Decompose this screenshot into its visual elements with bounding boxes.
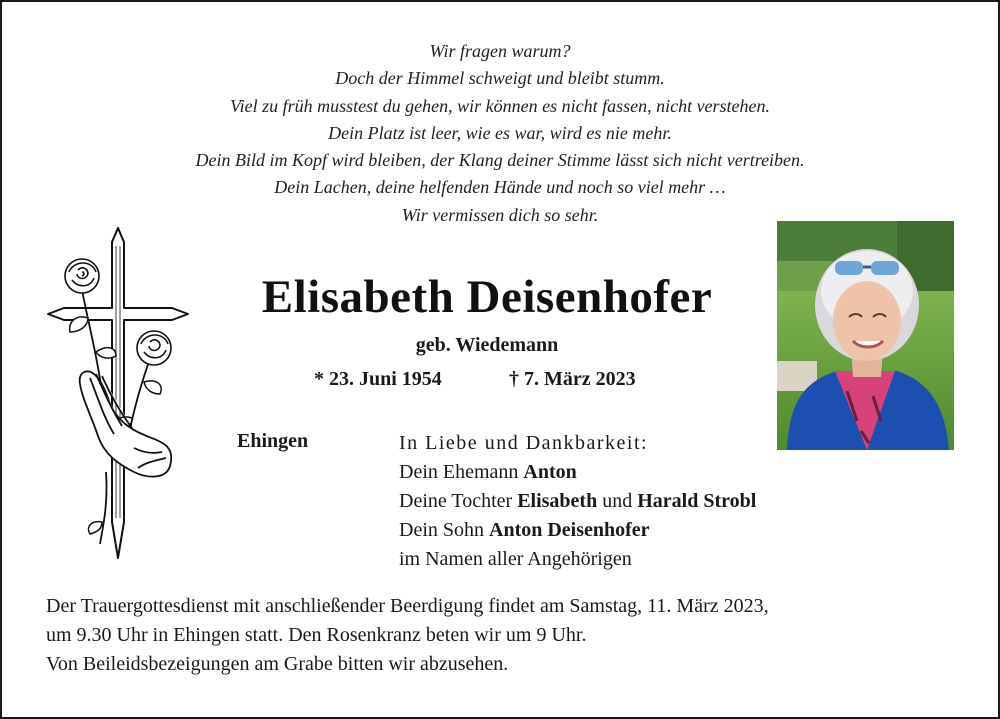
- birth-date: * 23. Juni 1954: [314, 368, 442, 390]
- maiden-name: geb. Wiedemann: [415, 334, 559, 356]
- mourner-line: [399, 516, 756, 545]
- mourner-name: Anton Deisenhofer: [489, 519, 650, 541]
- poem-line: Viel zu früh musstest du gehen, wir können es nicht fassen, nicht verstehen.: [229, 95, 771, 116]
- relation-label: Dein Sohn: [399, 519, 484, 541]
- mourner-line: [399, 458, 756, 487]
- service-info: [46, 592, 769, 679]
- poem-line: Wir vermissen dich so sehr.: [401, 204, 599, 225]
- poem-line: Wir fragen warum?: [429, 41, 571, 61]
- place-name: Ehingen: [237, 430, 309, 452]
- mourner-name: Elisabeth: [517, 490, 598, 512]
- mourners-list: [399, 429, 756, 574]
- service-line: Von Beileidsbezeigungen am Grabe bitten wir abzusehen.: [46, 653, 509, 675]
- poem: [2, 38, 998, 229]
- life-dates: [202, 368, 772, 398]
- poem-line: Doch der Himmel schweigt und bleibt stumm.: [335, 68, 665, 89]
- poem-line: Dein Bild im Kopf wird bleiben, der Klang deiner Stimme lässt sich nicht vertreiben.: [195, 150, 805, 171]
- relation-label: Dein Ehemann: [399, 461, 519, 483]
- service-line: um 9.30 Uhr in Ehingen statt. Den Rosenkranz beten wir um 9 Uhr.: [46, 624, 587, 646]
- conjunction: und: [602, 490, 633, 512]
- service-line: Der Trauergottesdienst mit anschließender Beerdigung findet am Samstag, 11. März 2023,: [46, 595, 769, 617]
- death-date: † 7. März 2023: [509, 368, 636, 390]
- mourner-name: Harald Strobl: [637, 490, 757, 512]
- poem-line: Dein Platz ist leer, wie es war, wird es nie mehr.: [328, 122, 672, 143]
- relation-label: Deine Tochter: [399, 490, 513, 512]
- portrait-photo: [777, 221, 954, 450]
- mourner-line: [399, 487, 756, 516]
- poem-line: Dein Lachen, deine helfenden Hände und noch so viel mehr …: [274, 177, 726, 198]
- deceased-name: Elisabeth Deisenhofer: [261, 271, 713, 323]
- cross-with-roses-and-praying-hands-icon: [42, 222, 194, 564]
- mourner-name: Anton: [523, 461, 577, 483]
- mourners-closing: im Namen aller Angehörigen: [399, 548, 632, 570]
- mourners-intro: In Liebe und Dankbarkeit:: [399, 432, 649, 454]
